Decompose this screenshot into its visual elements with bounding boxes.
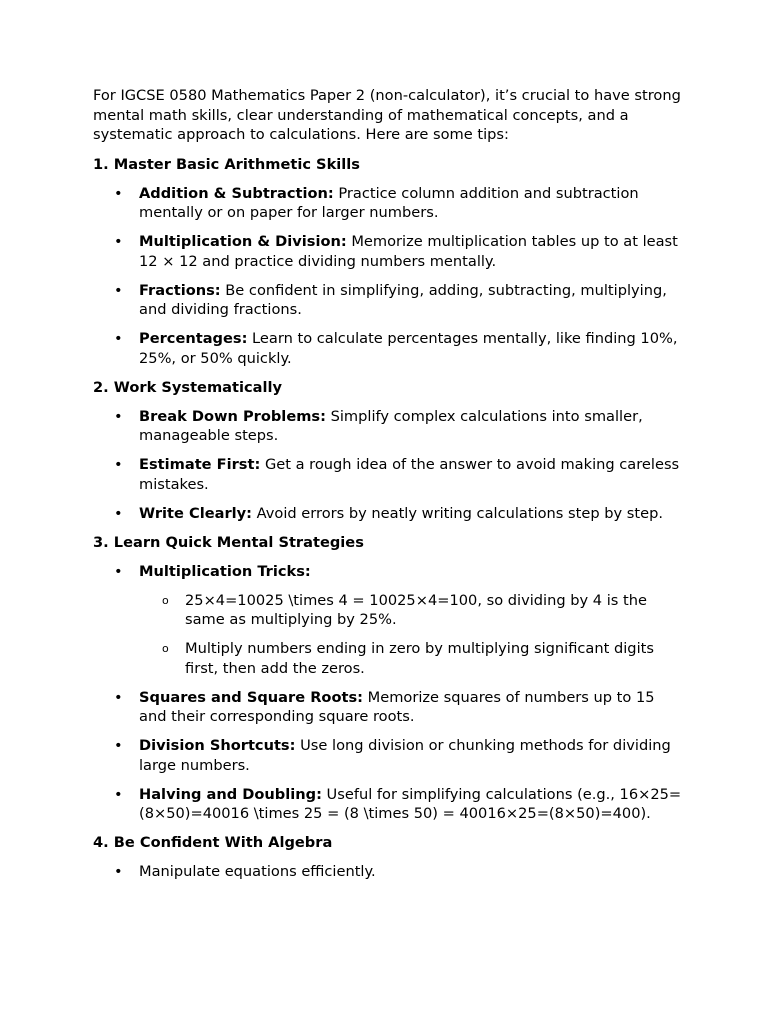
bullet-icon: •	[114, 184, 123, 202]
list-item	[93, 562, 683, 679]
section-heading: 3. Learn Quick Mental Strategies	[93, 533, 364, 551]
intro-paragraph: For IGCSE 0580 Mathematics Paper 2 (non-calculator), it’s crucial to have strong mental math skills, clear understanding of mathematical concepts, and a systematic approach to calculations. Here are some tips:	[93, 87, 681, 143]
list-item	[93, 281, 683, 320]
item-text: Simplify complex calculations into smaller, manageable steps.	[139, 407, 643, 444]
bullet-icon: •	[114, 504, 123, 522]
bullet-list	[93, 562, 683, 824]
item-term: Fractions:	[139, 281, 221, 299]
bullet-icon: •	[114, 688, 123, 706]
bullet-icon: •	[114, 281, 123, 299]
item-term: Write Clearly:	[139, 504, 253, 522]
item-term: Halving and Doubling:	[139, 785, 322, 803]
bullet-list	[93, 184, 683, 369]
sub-item-text: Multiply numbers ending in zero by multiplying significant digits first, then add the zeros.	[185, 640, 654, 677]
section-heading: 2. Work Systematically	[93, 378, 282, 396]
bullet-list	[93, 862, 683, 882]
sub-bullet-list	[139, 591, 683, 679]
item-text: Be confident in simplifying, adding, subtracting, multiplying, and dividing fractions.	[139, 281, 667, 318]
item-term: Squares and Square Roots:	[139, 688, 363, 706]
item-term: Multiplication & Division:	[139, 233, 347, 250]
list-item	[93, 407, 683, 446]
section-heading: 4. Be Confident With Algebra	[93, 834, 333, 851]
bullet-icon: •	[114, 407, 123, 425]
sub-item-text: 25×4=10025 \times 4 = 10025×4=100, so dividing by 4 is the same as multiplying by 25%.	[185, 591, 647, 628]
item-text: Memorize multiplication tables up to at least 12 × 12 and practice dividing numbers mentally.	[139, 233, 678, 270]
list-item	[93, 785, 683, 824]
bullet-icon: •	[114, 785, 123, 803]
list-item	[93, 232, 683, 271]
bullet-icon: •	[114, 233, 123, 250]
item-text: Useful for simplifying calculations (e.g., 16×25=(8×50)=40016 \times 25 = (8 \times 50) = 40016×25=(8×50)=400).	[139, 785, 682, 822]
item-text: Manipulate equations efficiently.	[139, 863, 376, 880]
bullet-icon: •	[114, 330, 123, 347]
bullet-icon: •	[114, 456, 123, 473]
item-term: Percentages:	[139, 330, 248, 347]
sub-list-item	[139, 591, 683, 630]
list-item	[93, 688, 683, 727]
item-text: Practice column addition and subtraction mentally or on paper for larger numbers.	[139, 184, 639, 221]
item-text: Avoid errors by neatly writing calculations step by step.	[252, 504, 663, 522]
item-text: Memorize squares of numbers up to 15 and their corresponding square roots.	[139, 688, 655, 725]
sub-bullet-icon: o	[162, 593, 169, 607]
item-term: Break Down Problems:	[139, 407, 326, 425]
document-body	[93, 86, 683, 891]
list-item	[93, 455, 683, 494]
bullet-list	[93, 407, 683, 524]
list-item	[93, 862, 683, 882]
item-term: Multiplication Tricks:	[139, 562, 311, 580]
sub-bullet-icon: o	[162, 642, 169, 655]
item-term: Estimate First:	[139, 456, 261, 473]
sub-list-item	[139, 639, 683, 678]
section-heading: 1. Master Basic Arithmetic Skills	[93, 155, 360, 173]
bullet-icon: •	[114, 737, 123, 754]
list-item	[93, 504, 683, 524]
item-term: Division Shortcuts:	[139, 737, 296, 754]
bullet-icon: •	[114, 863, 123, 880]
item-text: Use long division or chunking methods for dividing large numbers.	[139, 737, 671, 774]
item-text: Learn to calculate percentages mentally, like finding 10%, 25%, or 50% quickly.	[139, 330, 678, 367]
item-text: Get a rough idea of the answer to avoid making careless mistakes.	[139, 456, 680, 493]
item-term: Addition & Subtraction:	[139, 184, 334, 202]
bullet-icon: •	[114, 562, 123, 580]
list-item	[93, 736, 683, 775]
list-item	[93, 184, 683, 223]
list-item	[93, 329, 683, 368]
